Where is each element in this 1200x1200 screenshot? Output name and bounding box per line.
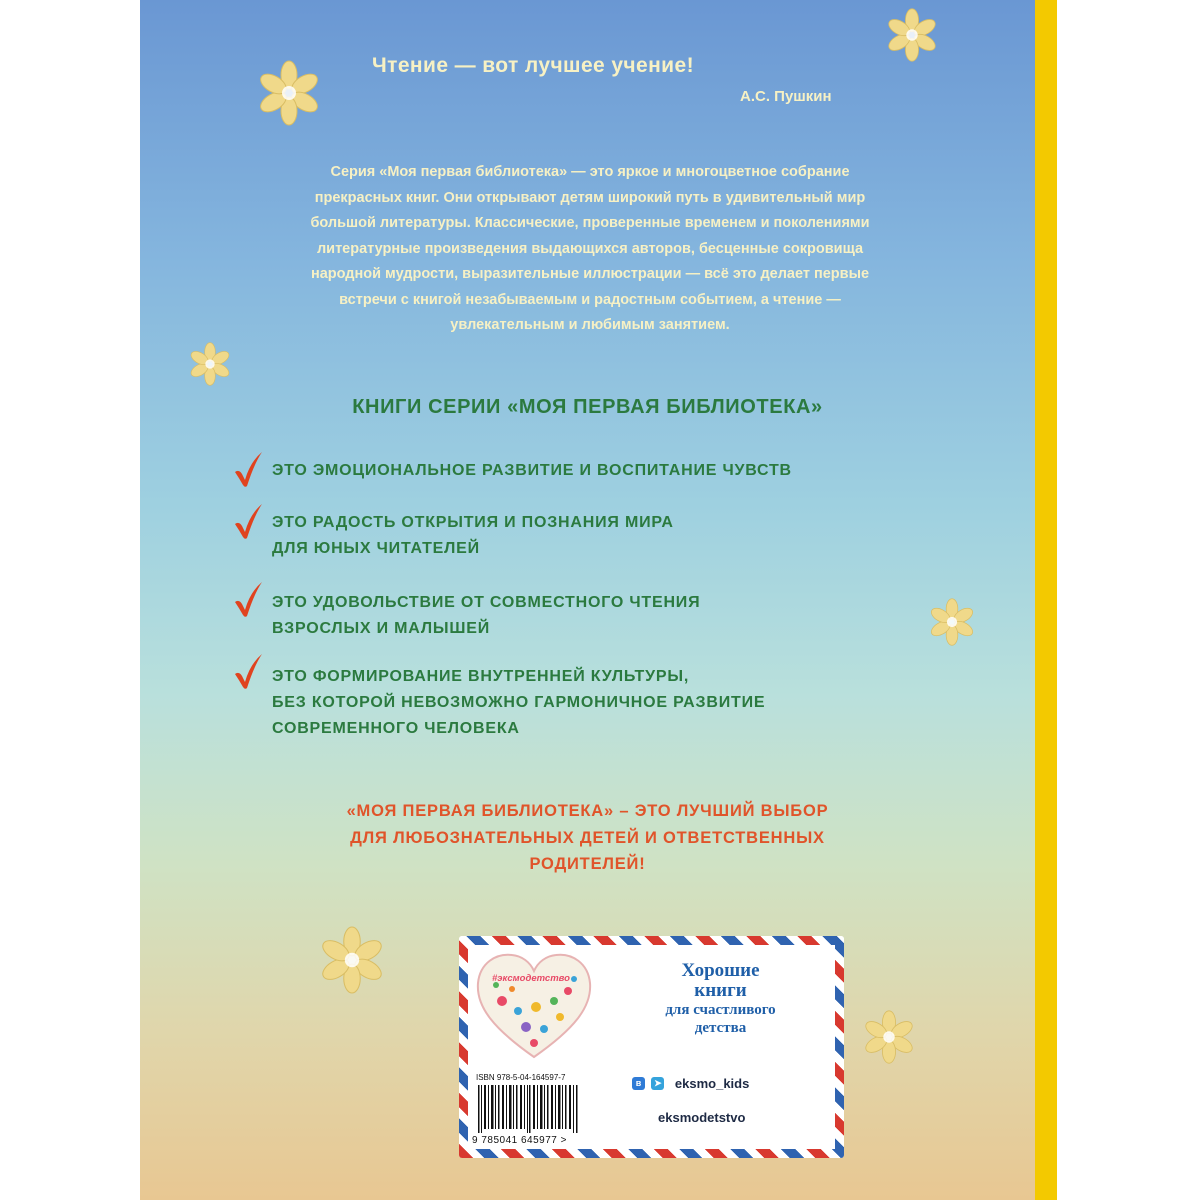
closing-line: «МОЯ ПЕРВАЯ БИБЛИОТЕКА» – ЭТО ЛУЧШИЙ ВЫБОР: [346, 802, 829, 820]
intro-line: большой литературы. Классические, проверенные временем и поколениями: [310, 215, 870, 231]
bullet-text: [272, 458, 792, 484]
bullet-line: ЭТО РАДОСТЬ ОТКРЫТИЯ И ПОЗНАНИЯ МИРА: [272, 514, 674, 531]
heart-icon: [474, 949, 594, 1061]
closing-statement: [140, 798, 1035, 878]
intro-line: Серия «Моя первая библиотека» — это яркое и многоцветное собрание: [330, 164, 850, 180]
bullet-text: [272, 510, 674, 562]
social-row-kids[interactable]: [632, 1075, 749, 1093]
bullet-text: [272, 664, 765, 742]
telegram-icon: ➤: [651, 1077, 664, 1090]
flower-icon: [188, 342, 232, 386]
tagline-line: Хорошие: [681, 960, 760, 981]
back-cover: [140, 0, 1035, 1200]
flower-icon: [928, 598, 976, 646]
epigraph: [372, 54, 872, 105]
barcode-number: 9 785041 645977 >: [472, 1135, 567, 1146]
bullet-line: СОВРЕМЕННОГО ЧЕЛОВЕКА: [272, 720, 520, 737]
social-handle: eksmo_kids: [674, 1076, 750, 1092]
card-tagline: [633, 961, 808, 1037]
social-handle: eksmodetstvo: [658, 1110, 746, 1126]
flower-icon: [862, 1010, 916, 1064]
social-row-detstvo[interactable]: [654, 1109, 745, 1127]
tagline-line: для счастливого: [665, 1002, 776, 1018]
intro-line: прекрасных книг. Они открывают детям широкий путь в удивительный мир: [314, 189, 866, 206]
bullet-line: ЭТО УДОВОЛЬСТВИЕ ОТ СОВМЕСТНОГО ЧТЕНИЯ: [272, 594, 701, 611]
check-icon: [232, 502, 264, 542]
isbn-label: ISBN 978-5-04-164597-7: [476, 1073, 566, 1082]
flower-icon: [885, 8, 939, 62]
closing-line: РОДИТЕЛЕЙ!: [529, 855, 646, 873]
bullet-line: ВЗРОСЛЫХ И МАЛЫШЕЙ: [272, 620, 491, 637]
book-spine-edge: [1035, 0, 1057, 1200]
closing-line: ДЛЯ ЛЮБОЗНАТЕЛЬНЫХ ДЕТЕЙ И ОТВЕТСТВЕННЫХ: [350, 828, 825, 847]
bullet-line: ЭТО ЭМОЦИОНАЛЬНОЕ РАЗВИТИЕ И ВОСПИТАНИЕ ЧУВСТВ: [272, 462, 792, 479]
flower-icon: [318, 926, 386, 994]
tagline-line: детства: [694, 1020, 747, 1036]
intro-paragraph: [210, 160, 970, 339]
epigraph-text: Чтение — вот лучшее учение!: [372, 54, 694, 77]
bullet-line: ЭТО ФОРМИРОВАНИЕ ВНУТРЕННЕЙ КУЛЬТУРЫ,: [272, 668, 690, 685]
epigraph-author: А.С. Пушкин: [740, 88, 832, 105]
intro-line: народной мудрости, выразительные иллюстрации — всё это делает первые: [310, 266, 870, 282]
bullet-line: ДЛЯ ЮНЫХ ЧИТАТЕЛЕЙ: [272, 540, 480, 557]
intro-line: литературные произведения выдающихся авторов, бесценные сокровища: [316, 240, 864, 257]
intro-line: встречи с книгой незабываемым и радостным событием, а чтение —: [339, 291, 841, 308]
tagline-line: книги: [694, 980, 747, 1001]
section-heading: КНИГИ СЕРИИ «МОЯ ПЕРВАЯ БИБЛИОТЕКА»: [352, 396, 823, 418]
check-icon: [232, 580, 264, 620]
hashtag-label: #эксмодетство: [492, 973, 570, 984]
check-icon: [232, 652, 264, 692]
intro-line: увлекательным и любимым занятием.: [450, 317, 730, 333]
flower-icon: [256, 60, 322, 126]
vk-icon: в: [632, 1077, 645, 1090]
barcode-icon: [476, 1085, 581, 1133]
card-body: [468, 945, 835, 1149]
bullet-text: [272, 590, 700, 642]
check-icon: [232, 450, 264, 490]
bullet-line: БЕЗ КОТОРОЙ НЕВОЗМОЖНО ГАРМОНИЧНОЕ РАЗВИТИЕ: [272, 694, 766, 711]
publisher-card: [459, 936, 844, 1158]
